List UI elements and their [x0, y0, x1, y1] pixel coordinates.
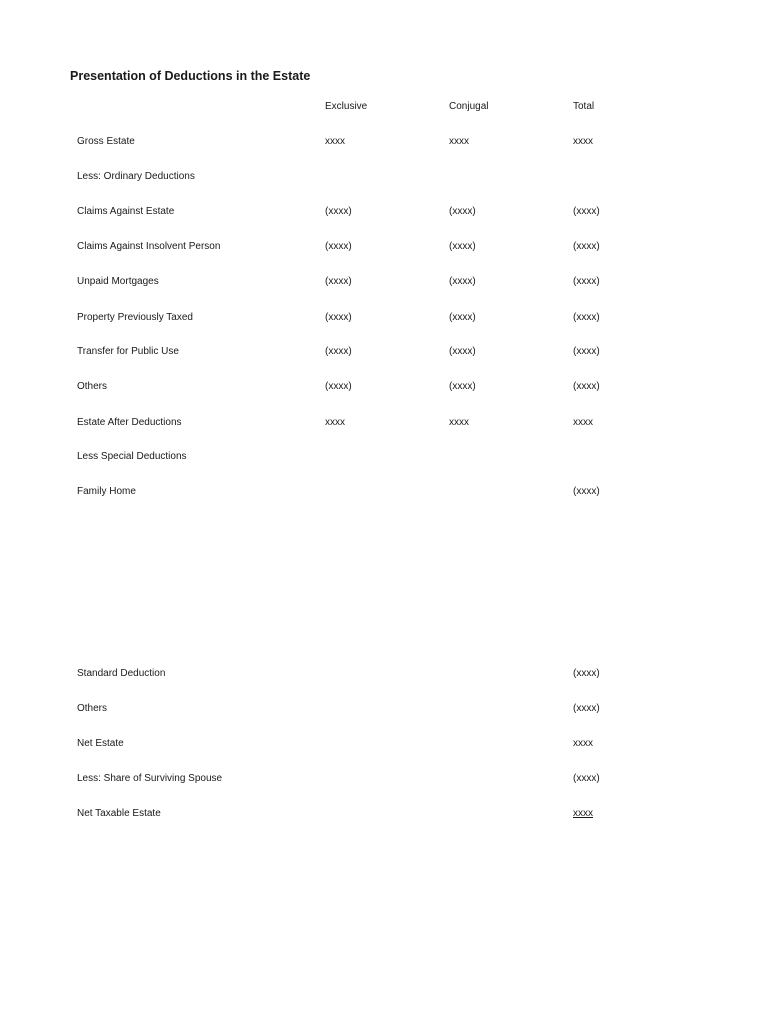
row-label: Estate After Deductions — [77, 417, 182, 428]
row-label: Unpaid Mortgages — [77, 276, 159, 287]
conjugal-value: xxxx — [449, 417, 469, 428]
table-row-family-home — [0, 486, 768, 500]
total-value: (xxxx) — [573, 206, 600, 217]
document-title: Presentation of Deductions in the Estate — [70, 69, 311, 83]
conjugal-value: (xxxx) — [449, 312, 476, 323]
conjugal-value: (xxxx) — [449, 241, 476, 252]
row-label: Family Home — [77, 486, 136, 497]
total-value: (xxxx) — [573, 276, 600, 287]
table-row-claims-against-estate — [0, 206, 768, 220]
total-value: xxxx — [573, 738, 593, 749]
row-label: Claims Against Estate — [77, 206, 175, 217]
row-label: Others — [77, 703, 108, 714]
conjugal-value: (xxxx) — [449, 276, 476, 287]
total-value: (xxxx) — [573, 346, 600, 357]
table-row-net-taxable-estate — [0, 808, 768, 822]
table-row-unpaid-mortgages — [0, 276, 768, 290]
row-label: Net Estate — [77, 738, 124, 749]
total-value: xxxx — [573, 808, 593, 819]
total-value: (xxxx) — [573, 381, 600, 392]
table-row-others-special — [0, 703, 768, 717]
total-value: (xxxx) — [573, 241, 600, 252]
table-row-gross-estate — [0, 136, 768, 150]
row-label: Transfer for Public Use — [77, 346, 179, 357]
row-label: Gross Estate — [77, 136, 135, 147]
table-row-net-estate — [0, 738, 768, 752]
row-label: Standard Deduction — [77, 668, 166, 679]
total-value: (xxxx) — [573, 312, 600, 323]
row-label: Property Previously Taxed — [77, 312, 193, 323]
column-header-exclusive: Exclusive — [325, 101, 368, 112]
column-header-conjugal: Conjugal — [449, 101, 489, 112]
table-row-share-of-surviving-spouse — [0, 773, 768, 787]
row-label: Net Taxable Estate — [77, 808, 161, 819]
table-row-transfer-for-public-use — [0, 346, 768, 360]
table-row-less-ordinary-deductions — [0, 171, 768, 185]
conjugal-value: xxxx — [449, 136, 469, 147]
conjugal-value: (xxxx) — [449, 381, 476, 392]
conjugal-value: (xxxx) — [449, 346, 476, 357]
exclusive-value: (xxxx) — [325, 241, 352, 252]
table-row-less-special-deductions — [0, 451, 768, 465]
exclusive-value: (xxxx) — [325, 381, 352, 392]
exclusive-value: xxxx — [325, 136, 345, 147]
total-value: xxxx — [573, 417, 593, 428]
exclusive-value: (xxxx) — [325, 276, 352, 287]
table-row-standard-deduction — [0, 668, 768, 682]
row-label: Less: Ordinary Deductions — [77, 171, 195, 182]
table-row-property-previously-taxed — [0, 312, 768, 326]
row-label: Others — [77, 381, 108, 392]
exclusive-value: (xxxx) — [325, 312, 352, 323]
row-label: Claims Against Insolvent Person — [77, 241, 221, 252]
total-value: (xxxx) — [573, 486, 600, 497]
exclusive-value: xxxx — [325, 417, 345, 428]
table-row-estate-after-deductions — [0, 417, 768, 431]
table-row-others — [0, 381, 768, 395]
column-header-total: Total — [573, 101, 595, 112]
conjugal-value: (xxxx) — [449, 206, 476, 217]
row-label: Less: Share of Surviving Spouse — [77, 773, 223, 784]
exclusive-value: (xxxx) — [325, 346, 352, 357]
total-value: xxxx — [573, 136, 593, 147]
exclusive-value: (xxxx) — [325, 206, 352, 217]
table-row-claims-against-insolvent-person — [0, 241, 768, 255]
total-value: (xxxx) — [573, 703, 600, 714]
total-value: (xxxx) — [573, 773, 600, 784]
total-value: (xxxx) — [573, 668, 600, 679]
row-label: Less Special Deductions — [77, 451, 187, 462]
